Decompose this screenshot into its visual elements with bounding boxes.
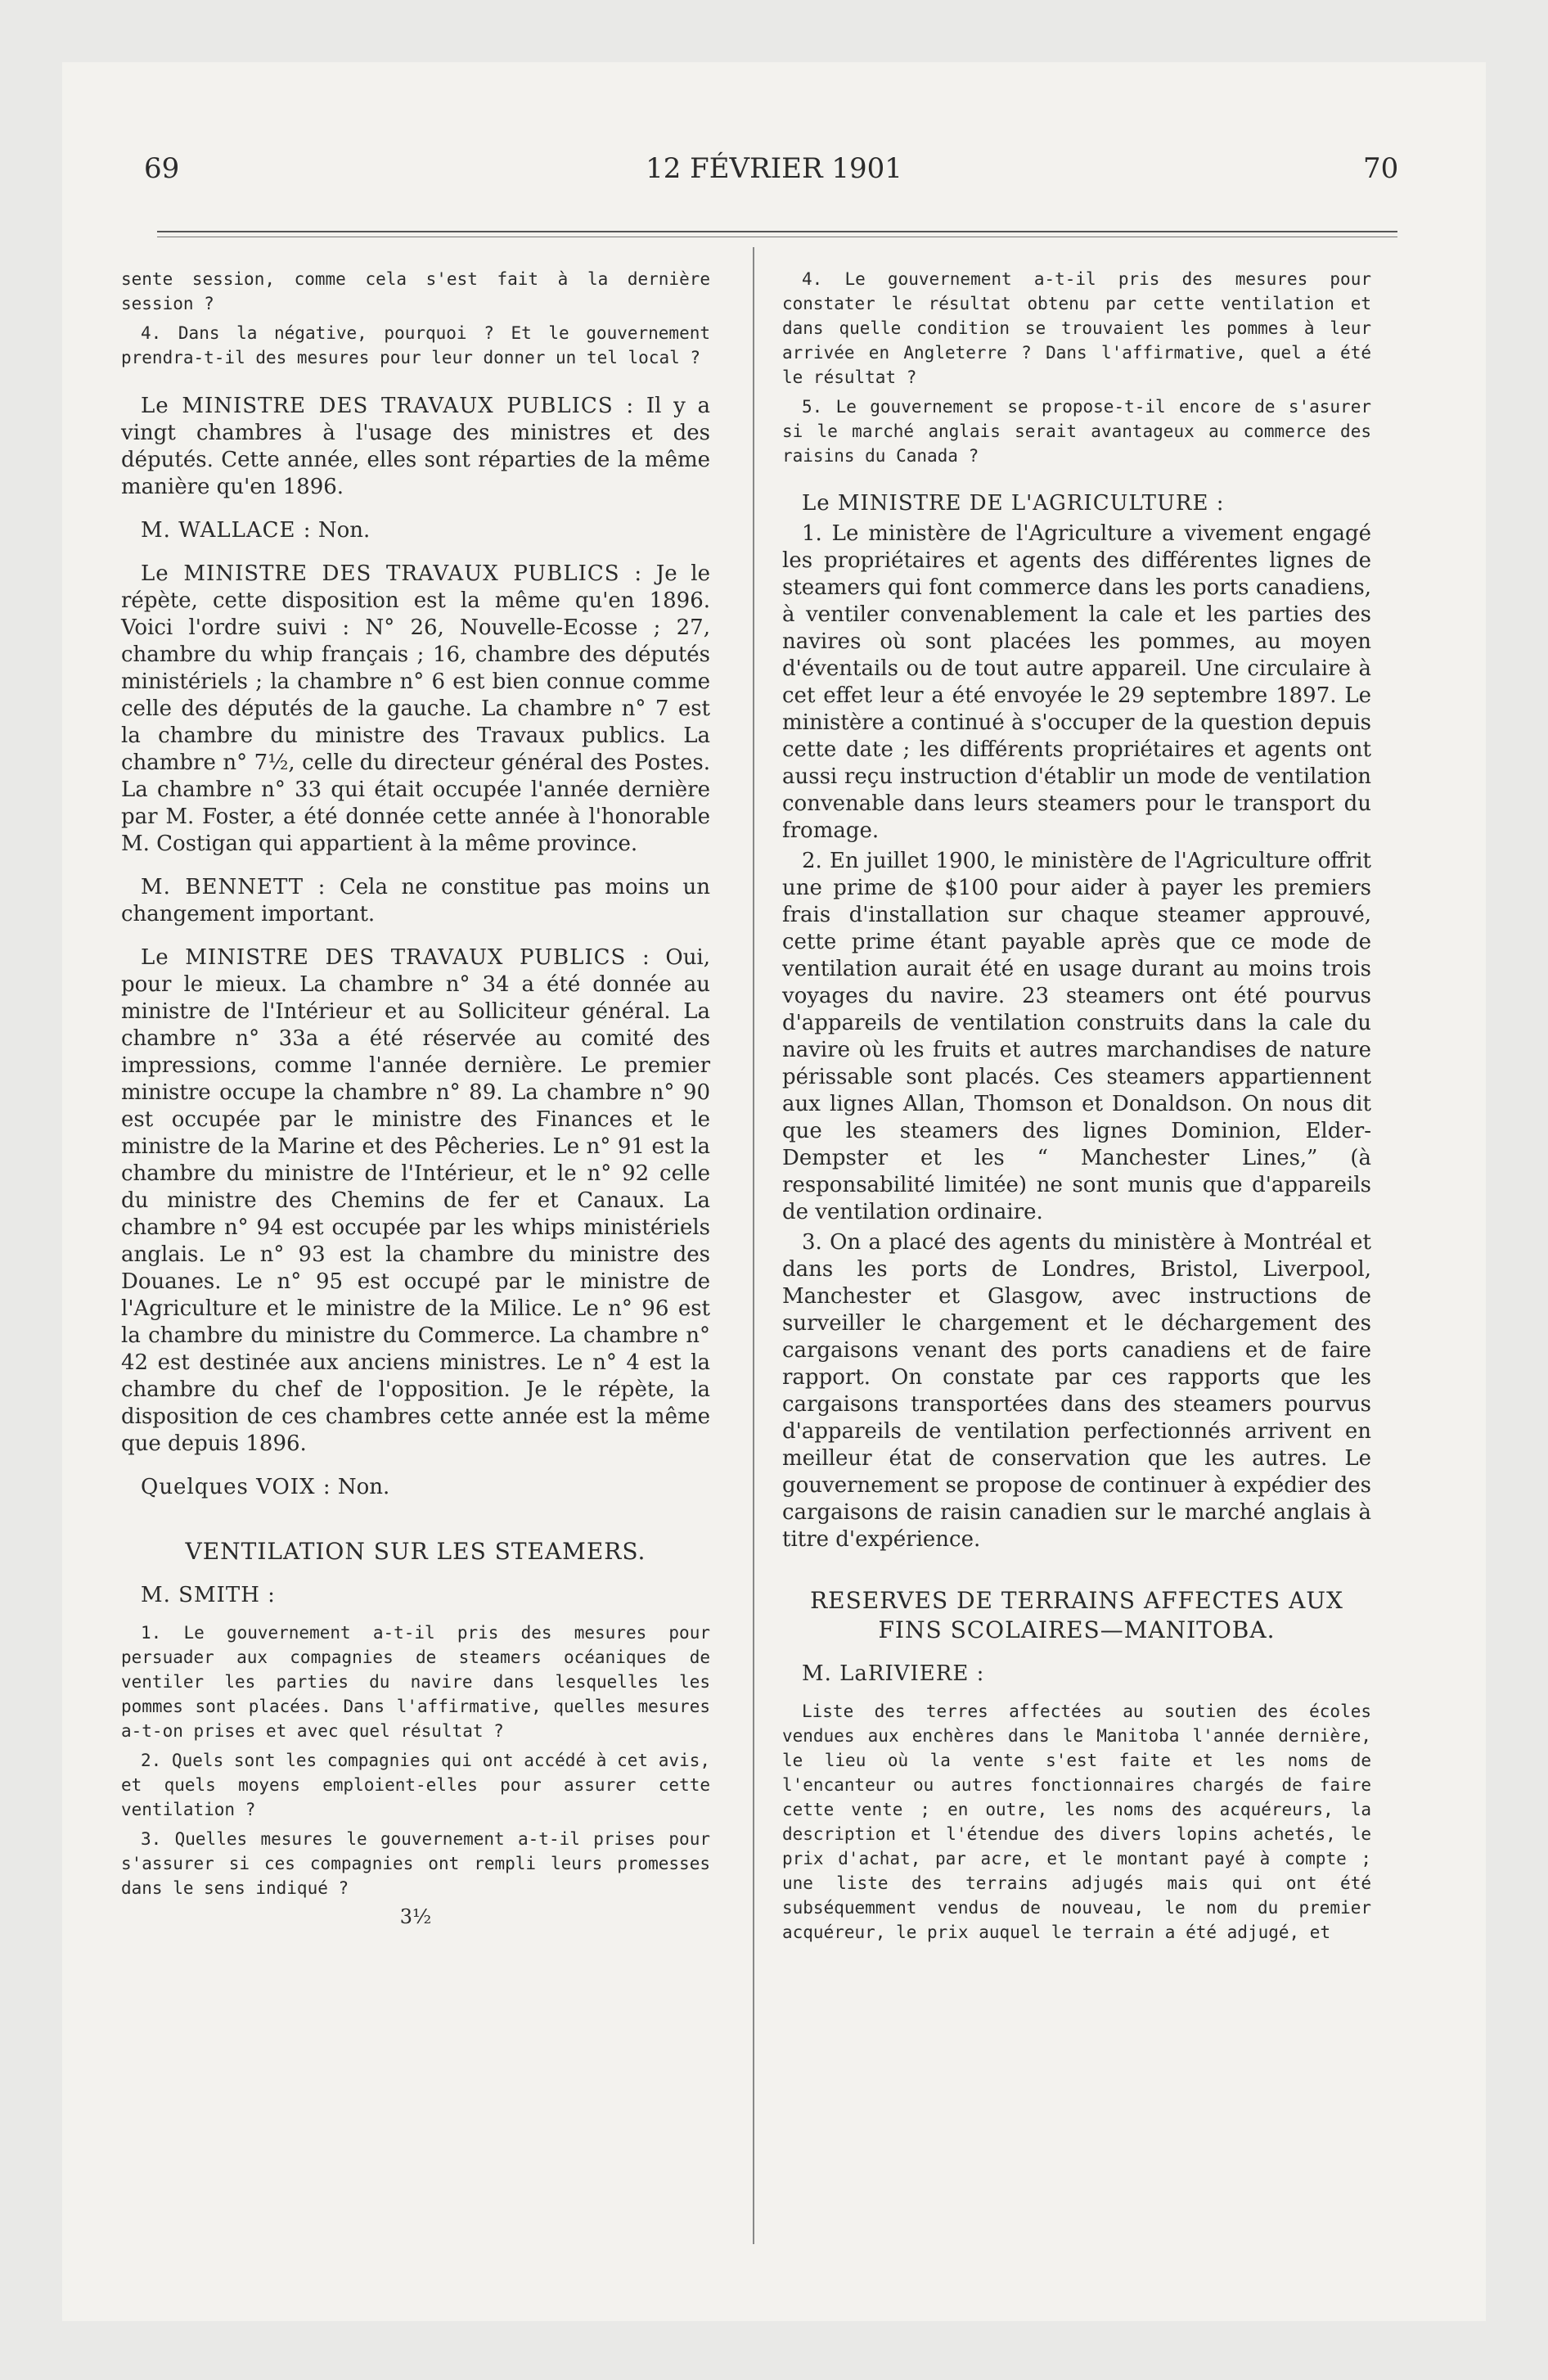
- speaker-name: Le MINISTRE DES TRAVAUX PUBLICS :: [141, 561, 643, 586]
- section-heading: VENTILATION SUR LES STEAMERS.: [185, 1538, 646, 1565]
- motion-text: Liste des terres affectées au soutien des écoles vendues aux enchères dans le Manitoba l'année dernière, le lieu où la vente s'est faite et les noms de l'encanteur ou autres fonctionnaires chargés de faire cette vente ; en outre, les noms des acquéreurs, la description et l'étendue des divers lopins achetés, le prix d'achat, par acre, et le montant payé à compte ; une liste des terrains adjugés mais qui ont été subséquemment vendus de nouveau, le nom du premier acquéreur, le prix auquel le terrain a été adjugé, et: [782, 1702, 1371, 1942]
- reply-text: Non.: [337, 1475, 390, 1499]
- speaker-name: Quelques VOIX :: [141, 1475, 331, 1499]
- speaker-name: M. BENNETT :: [141, 875, 326, 899]
- reply-text: Je le répète, cette disposition est la même qu'en 1896. Voici l'ordre suivi : N° 26, Nouvelle-Ecosse ; 27, chambre du whip français ; 16, chambre des députés ministériels ; la chambre n° 6 est bien connue comme celle des députés de la gauche. La chambre n° 7 est la chambre du ministre des Travaux publics. La chambre n° 7½, celle du directeur général des Postes. La chambre n° 33 qui était occupée l'année dernière par M. Foster, a été donnée cette année à l'honorable M. Costigan qui appartient à la même province.: [121, 561, 710, 856]
- reply-text: Il y a vingt chambres à l'usage des ministres et des députés. Cette année, elles sont réparties de la même manière qu'en 1896.: [121, 394, 711, 499]
- question-4: 4. Le gouvernement a-t-il pris des mesures pour constater le résultat obtenu par cette ventilation et dans quelle condition se trouvaient les pommes à leur arrivée en Angleterre ? Dans l'affirmative, quel a été le résultat ?: [782, 269, 1371, 387]
- speaker-name: M. LaRIVIERE :: [802, 1661, 985, 1686]
- reply-paragraph: [121, 561, 710, 858]
- question-3: 3. Quelles mesures le gouvernement a-t-il prises pour s'assurer si ces compagnies ont rempli leurs promesses dans le sens indiqué ?: [121, 1829, 710, 1898]
- question-continuation: sente session, comme cela s'est fait à la dernière session ?: [121, 269, 710, 313]
- scanned-page: [62, 62, 1486, 2321]
- reply-text: Oui, pour le mieux. La chambre n° 34 a été donnée au ministre de l'Intérieur et au Solliciteur général. La chambre n° 33a a été réservée au comité des impressions, comme l'année dernière. Le premier ministre occupe la chambre n° 89. La chambre n° 90 est occupée par le ministre des Finances et le ministre de la Marine et des Pêcheries. Le n° 91 est la chambre du ministre de l'Intérieur, et le n° 92 celle du ministre des Chemins de fer et Canaux. La chambre n° 94 est occupée par les whips ministériels anglais. Le n° 93 est la chambre du ministre des Douanes. Le n° 95 est occupé par le ministre de l'Agriculture et le ministre de la Milice. Le n° 96 est la chambre du ministre du Commerce. La chambre n° 42 est destinée aux anciens ministres. Le n° 4 est la chambre du chef de l'opposition. Je le répète, la disposition de ces chambres cette année est la même que depuis 1896.: [121, 945, 711, 1456]
- reply-paragraph: [121, 393, 710, 501]
- signature-mark: 3½: [399, 1905, 432, 1928]
- speaker-name: Le MINISTRE DES TRAVAUX PUBLICS :: [141, 394, 635, 418]
- question-2: 2. Quels sont les compagnies qui ont accédé à cet avis, et quels moyens emploient-elles pour assurer cette ventilation ?: [121, 1751, 710, 1819]
- question-4: 4. Dans la négative, pourquoi ? Et le gouvernement prendra-t-il des mesures pour leur donner un tel local ?: [121, 323, 710, 367]
- reply-paragraph: [121, 874, 710, 928]
- reply-text: Non.: [317, 518, 371, 543]
- right-column: [782, 267, 1371, 1950]
- question-1: 1. Le gouvernement a-t-il pris des mesures pour persuader aux compagnies de steamers océaniques de ventiler les parties du navire dans lesquelles les pommes sont placées. Dans l'affirmative, quelles mesures a-t-on prises et avec quel résultat ?: [121, 1623, 710, 1741]
- reply-paragraph: [121, 517, 710, 544]
- column-divider: [753, 247, 754, 2244]
- answer-3: 3. On a placé des agents du ministère à Montréal et dans les ports de Londres, Bristol, Liverpool, Manchester et Glasgow, avec instructions de surveiller le chargement et le déchargement des cargaisons venant des ports canadiens et de faire rapport. On constate par ces rapports que les cargaisons transportées dans des steamers pourvus d'appareils de ventilation perfectionnés arrivent en meilleur état de conservation que les autres. Le gouvernement se propose de continuer à expédier des cargaisons de raisin canadien sur le marché anglais à titre d'expérience.: [782, 1230, 1371, 1552]
- answer-1: 1. Le ministère de l'Agriculture a vivement engagé les propriétaires et agents des différentes lignes de steamers qui font commerce dans les ports canadiens, à ventiler convenablement la cale et les parties des navires où sont placées les pommes, au moyen d'éventails ou de tout autre appareil. Une circulaire à cet effet leur a été envoyée le 29 septembre 1897. Le ministère a continué à s'occuper de la question depuis cette date ; les différents propriétaires et agents ont aussi reçu instruction d'établir un mode de ventilation convenable dans leurs steamers pour le transport du fromage.: [782, 521, 1371, 843]
- answer-2: 2. En juillet 1900, le ministère de l'Agriculture offrit une prime de $100 pour aider à payer les premiers frais d'installation sur chaque steamer approuvé, cette prime étant payable après que ce mode de ventilation aurait été en usage durant au moins trois voyages du navire. 23 steamers ont été pourvus d'appareils de ventilation construits dans la cale du navire où les fruits et autres marchandises de nature périssable sont placés. Ces steamers appartiennent aux lignes Allan, Thomson et Donaldson. On nous dit que les steamers des lignes Dominion, Elder-Dempster et les “ Manchester Lines,” (à responsabilité limitée) ne sont munis que d'appareils de ventilation ordinaire.: [782, 849, 1371, 1224]
- reply-text: Cela ne constitue pas moins un changement important.: [121, 875, 710, 926]
- speaker-name: M. WALLACE :: [141, 518, 312, 543]
- question-5: 5. Le gouvernement se propose-t-il encore de s'asurer si le marché anglais serait avantageux au commerce des raisins du Canada ?: [782, 397, 1371, 466]
- page-number-left: 69: [144, 152, 180, 185]
- page-number-right: 70: [1363, 152, 1399, 185]
- header-rule: [157, 231, 1397, 232]
- speaker-name: Le MINISTRE DE L'AGRICULTURE :: [802, 491, 1225, 516]
- section-heading: RESERVES DE TERRAINS AFFECTES AUX FINS SCOLAIRES—MANITOBA.: [810, 1587, 1343, 1643]
- reply-paragraph: [121, 1474, 710, 1501]
- speaker-name: Le MINISTRE DES TRAVAUX PUBLICS :: [141, 945, 650, 970]
- left-column: [121, 267, 710, 1928]
- speaker-name: M. SMITH :: [141, 1583, 276, 1607]
- reply-paragraph: [121, 944, 710, 1458]
- running-header-date: 12 FÉVRIER 1901: [646, 152, 902, 185]
